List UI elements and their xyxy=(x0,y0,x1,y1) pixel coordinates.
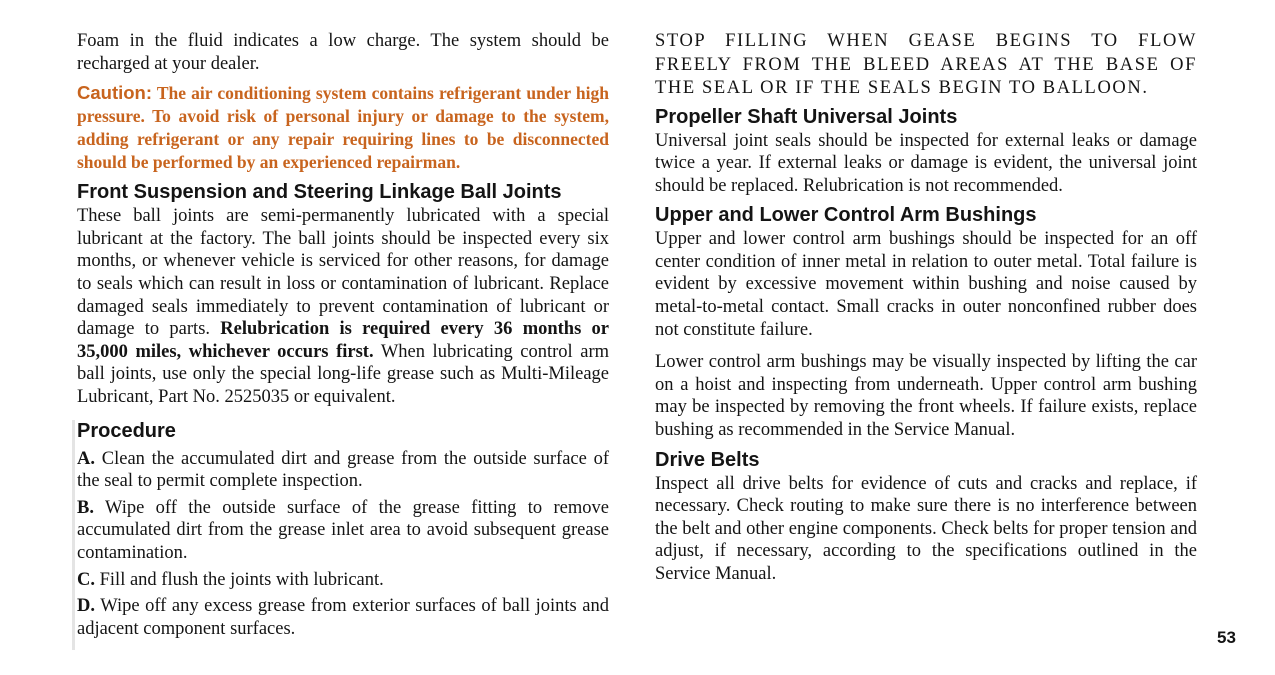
heading-procedure: Procedure xyxy=(77,419,176,442)
intro-paragraph: Foam in the fluid indicates a low charge. The system should be recharged at your dealer. xyxy=(77,31,609,74)
step-c xyxy=(77,569,609,592)
step-b-text: Wipe off the outside surface of the grease fitting to remove accumulated dirt from the grease inlet area to avoid subsequent grease contamination. xyxy=(77,497,609,563)
step-d-letter: D. xyxy=(77,596,95,617)
drive-belts-paragraph: Inspect all drive belts for evidence of cuts and cracks and replace, if necessary. Check routing to make sure there is no interference between the belt and other engine components. Check belts for proper tension and adjust, if necessary, according to the specifications outlined in the Service Manual. xyxy=(655,473,1197,584)
warning-caps: STOP FILLING WHEN GEASE BEGINS TO FLOW FREELY FROM THE BLEED AREAS AT THE BASE OF THE SEAL OR IF THE SEALS BEGIN TO BALLOON. xyxy=(655,31,1197,98)
bushings-paragraph-2: Lower control arm bushings may be visually inspected by lifting the car on a hoist and inspecting from underneath. Upper control arm bushing may be inspected by removing the front wheels. If failure exists, replace bushing as recommended in the Service Manual. xyxy=(655,352,1197,441)
step-d xyxy=(77,595,609,640)
step-c-text: Fill and flush the joints with lubricant. xyxy=(99,569,384,590)
step-b xyxy=(77,497,609,565)
step-a-text: Clean the accumulated dirt and grease from the outside surface of the seal to permit complete inspection. xyxy=(77,448,609,492)
caution-paragraph xyxy=(77,81,609,174)
ball-joints-bold: Relubrication is required every 36 months or 35,000 miles, whichever occurs first. xyxy=(77,319,610,362)
step-a xyxy=(77,448,609,493)
heading-ball-joints: Front Suspension and Steering Linkage Ball Joints xyxy=(77,181,562,204)
page-edge-shadow xyxy=(72,420,75,650)
bushings-paragraph-1: Upper and lower control arm bushings should be inspected for an off center condition of inner metal in relation to outer metal. Total failure is evident by excessive movement within bushing and noise caused by metal-to-metal contact. Small cracks in outer nonconfined rubber does not constitute failure. xyxy=(655,229,1197,340)
ball-joints-text-2: When lubricating control arm ball joints, use only the special long-life grease such as Multi-Mileage Lubricant, Part No. 2525035 or equivalent. xyxy=(77,341,609,407)
page-number: 53 xyxy=(1217,628,1236,647)
heading-drive-belts: Drive Belts xyxy=(655,448,760,471)
ball-joints-paragraph xyxy=(77,205,609,408)
heading-control-arm-bushings: Upper and Lower Control Arm Bushings xyxy=(655,204,1037,227)
heading-propeller-shaft: Propeller Shaft Universal Joints xyxy=(655,105,958,128)
left-column xyxy=(77,30,609,640)
step-b-letter: B. xyxy=(77,497,94,518)
ball-joints-text-1: These ball joints are semi-permanently lubricated with a special lubricant at the factory. The ball joints should be inspected every six months, or whenever vehicle is serviced for other reasons, for damage to seals which can result in loss or contamination of lubricant. Replace damaged seals immediately to prevent contamination of lubricant or damage to parts. xyxy=(77,206,609,340)
propeller-paragraph: Universal joint seals should be inspected for external leaks or damage twice a year. If external leaks or damage is evident, the universal joint should be replaced. Relubrication is not recommended. xyxy=(655,130,1197,196)
caution-label: Caution: xyxy=(77,82,153,104)
caution-text: The air conditioning system contains refrigerant under high pressure. To avoid risk of personal injury or damage to the system, adding refrigerant or any repair requiring lines to be disconnected should be performed by an experienced repairman. xyxy=(77,83,610,173)
right-column xyxy=(655,30,1197,586)
step-c-letter: C. xyxy=(77,569,95,590)
step-a-letter: A. xyxy=(77,448,95,469)
step-d-text: Wipe off any excess grease from exterior surfaces of ball joints and adjacent component surfaces. xyxy=(77,596,610,639)
